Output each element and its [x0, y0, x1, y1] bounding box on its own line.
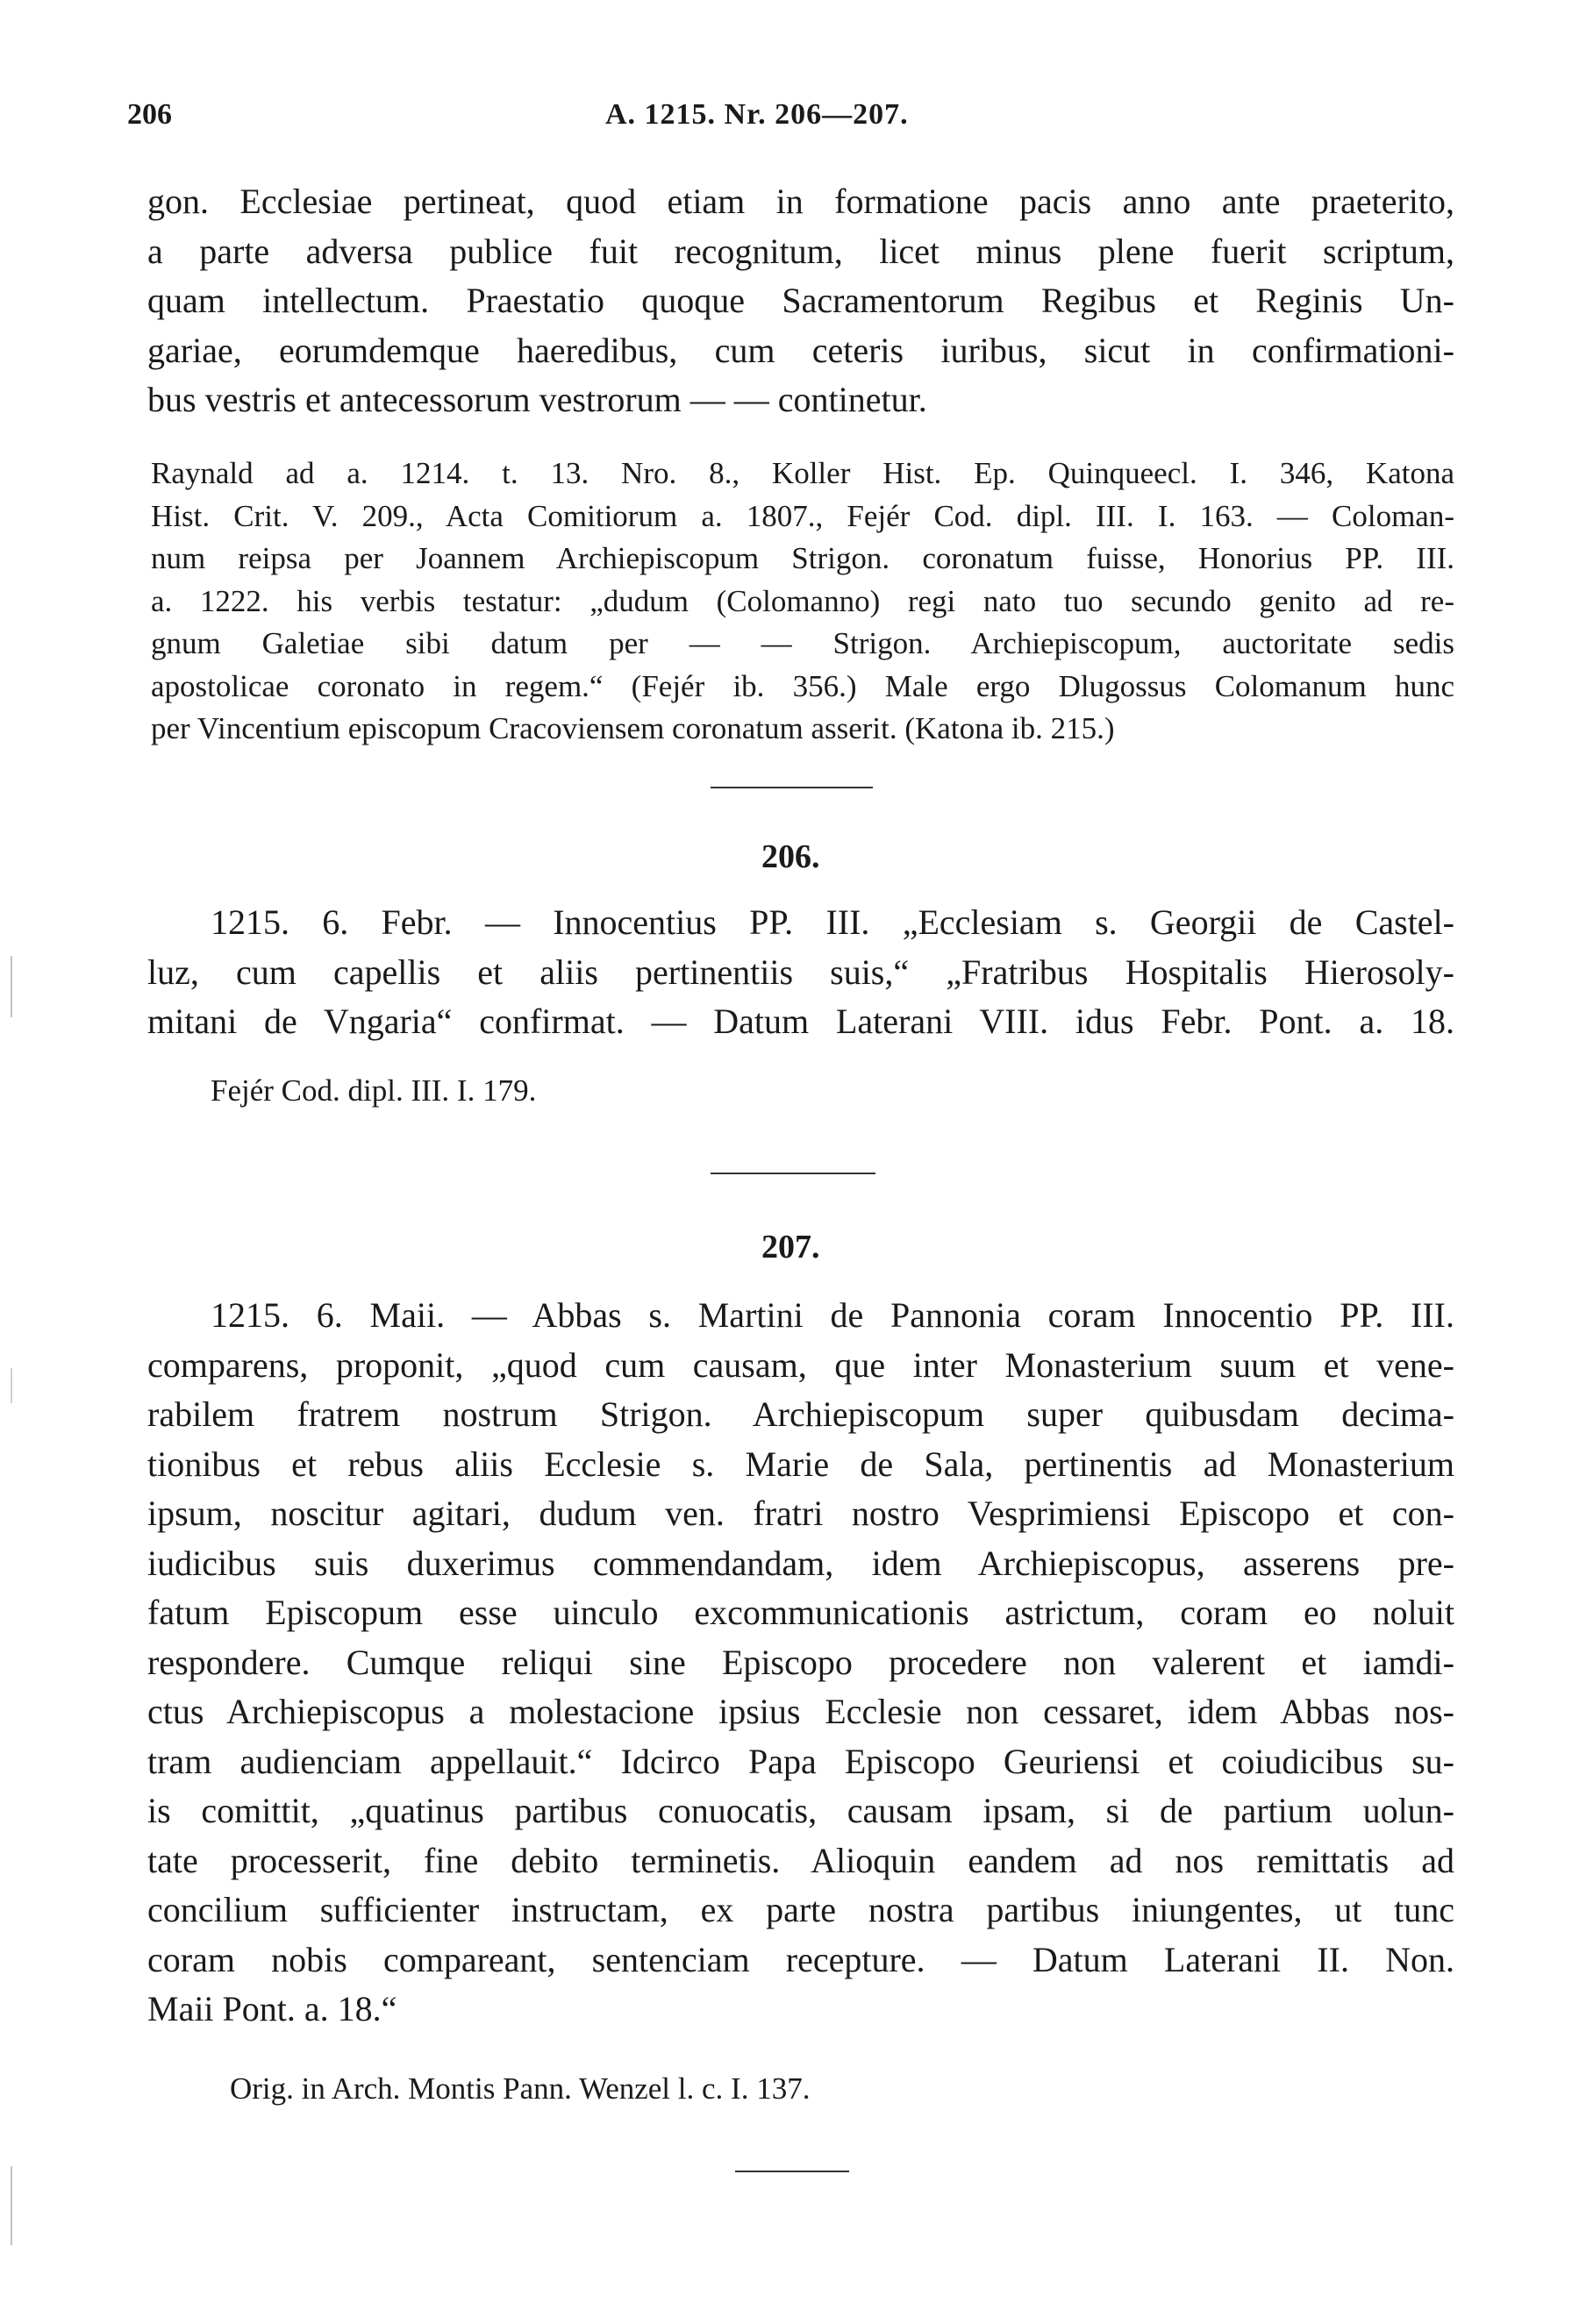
- note-line: num reipsa per Joannem Archiepiscopum Strigon. coronatum fuisse, Honorius PP. III.: [151, 541, 1454, 575]
- note-line: a. 1222. his verbis testatur: „dudum (Colomanno) regi nato tuo secundo genito ad re-: [151, 583, 1454, 618]
- source-line: Orig. in Arch. Montis Pann. Wenzel l. c. I. 137.: [230, 2071, 811, 2106]
- note-line: gnum Galetiae sibi datum per — — Strigon. Archiepiscopum, auctoritate sedis: [151, 626, 1454, 660]
- text-line: 1215. 6. Maii. — Abbas s. Martini de Pannonia coram Innocentio PP. III.: [211, 1295, 1454, 1335]
- text-line: luz, cum capellis et aliis pertinentiis suis,“ „Fratribus Hospitalis Hierosoly-: [147, 952, 1454, 992]
- text-line: quam intellectum. Praestatio quoque Sacramentorum Regibus et Reginis Un-: [147, 281, 1454, 320]
- footnote-references: [151, 453, 1454, 751]
- text-line: 1215. 6. Febr. — Innocentius PP. III. „Ecclesiam s. Georgii de Castel-: [211, 902, 1454, 942]
- text-line: concilium sufficienter instructam, ex parte nostra partibus iniungentes, ut tunc: [147, 1890, 1454, 1929]
- section-divider: [735, 2171, 849, 2172]
- section-divider: [711, 1173, 875, 1174]
- note-line: apostolicae coronato in regem.“ (Fejér ib. 356.) Male ergo Dlugossus Colomanum hunc: [151, 668, 1454, 703]
- scan-mark: [11, 1368, 12, 1403]
- scan-mark: [11, 956, 12, 1017]
- text-line: bus vestris et antecessorum vestrorum — — continetur.: [147, 380, 927, 419]
- text-line: gariae, eorumdemque haeredibus, cum ceteris iuribus, sicut in confirmationi-: [147, 330, 1454, 370]
- text-line: tate processerit, fine debito terminetis. Alioquin eandem ad nos remittatis ad: [147, 1840, 1454, 1880]
- text-line: gon. Ecclesiae pertineat, quod etiam in formatione pacis anno ante praeterito,: [147, 182, 1454, 221]
- scan-mark: [11, 2166, 12, 2245]
- text-line: tram audienciam appellauit.“ Idcirco Papa Episcopo Geuriensi et coiudicibus su-: [147, 1741, 1454, 1781]
- entry-207-source: [230, 2068, 810, 2111]
- text-line: respondere. Cumque reliqui sine Episcopo procedere non valerent et iamdi-: [147, 1642, 1454, 1682]
- text-line: fatum Episcopum esse uinculo excommunicationis astrictum, coram eo noluit: [147, 1593, 1454, 1632]
- section-divider: [711, 787, 873, 788]
- text-line: ipsum, noscitur agitari, dudum ven. fratri nostro Vesprimiensi Episcopo et con-: [147, 1493, 1454, 1533]
- text-line: Maii Pont. a. 18.“: [147, 1989, 397, 2028]
- page-number: 206: [127, 98, 172, 131]
- text-line: is comittit, „quatinus partibus conuocatis, causam ipsam, si de partium uolun-: [147, 1791, 1454, 1830]
- entry-207-text: [147, 1291, 1454, 2035]
- entry-number-207: 207.: [761, 1229, 820, 1265]
- note-line: Raynald ad a. 1214. t. 13. Nro. 8., Koller Hist. Ep. Quinqueecl. I. 346, Katona: [151, 456, 1454, 490]
- entry-206-text: [147, 898, 1454, 1047]
- text-line: ctus Archiepiscopus a molestacione ipsius Ecclesie non cessaret, idem Abbas nos-: [147, 1692, 1454, 1731]
- text-line: coram nobis compareant, sentenciam recepture. — Datum Laterani II. Non.: [147, 1939, 1454, 1979]
- text-line: mitani de Vngaria“ confirmat. — Datum Laterani VIII. idus Febr. Pont. a. 18.: [147, 1002, 1454, 1041]
- running-title: A. 1215. Nr. 206—207.: [605, 98, 909, 131]
- source-line: Fejér Cod. dipl. III. I. 179.: [211, 1073, 537, 1108]
- note-line: per Vincentium episcopum Cracoviensem coronatum asserit. (Katona ib. 215.): [151, 711, 1115, 745]
- text-line: tionibus et rebus aliis Ecclesie s. Marie de Sala, pertinentis ad Monasterium: [147, 1444, 1454, 1484]
- text-line: comparens, proponit, „quod cum causam, que inter Monasterium suum et vene-: [147, 1344, 1454, 1385]
- note-line: Hist. Crit. V. 209., Acta Comitiorum a. 1807., Fejér Cod. dipl. III. I. 163. — Coloman-: [151, 498, 1454, 533]
- entry-number-206: 206.: [761, 838, 820, 875]
- continuation-paragraph: [147, 177, 1454, 425]
- text-line: a parte adversa publice fuit recognitum, licet minus plene fuerit scriptum,: [147, 231, 1454, 271]
- entry-206-source: [211, 1070, 536, 1113]
- text-line: rabilem fratrem nostrum Strigon. Archiepiscopum super quibusdam decima-: [147, 1394, 1454, 1434]
- text-line: iudicibus suis duxerimus commendandam, idem Archiepiscopus, asserens pre-: [147, 1543, 1454, 1583]
- page-header: [127, 89, 1452, 142]
